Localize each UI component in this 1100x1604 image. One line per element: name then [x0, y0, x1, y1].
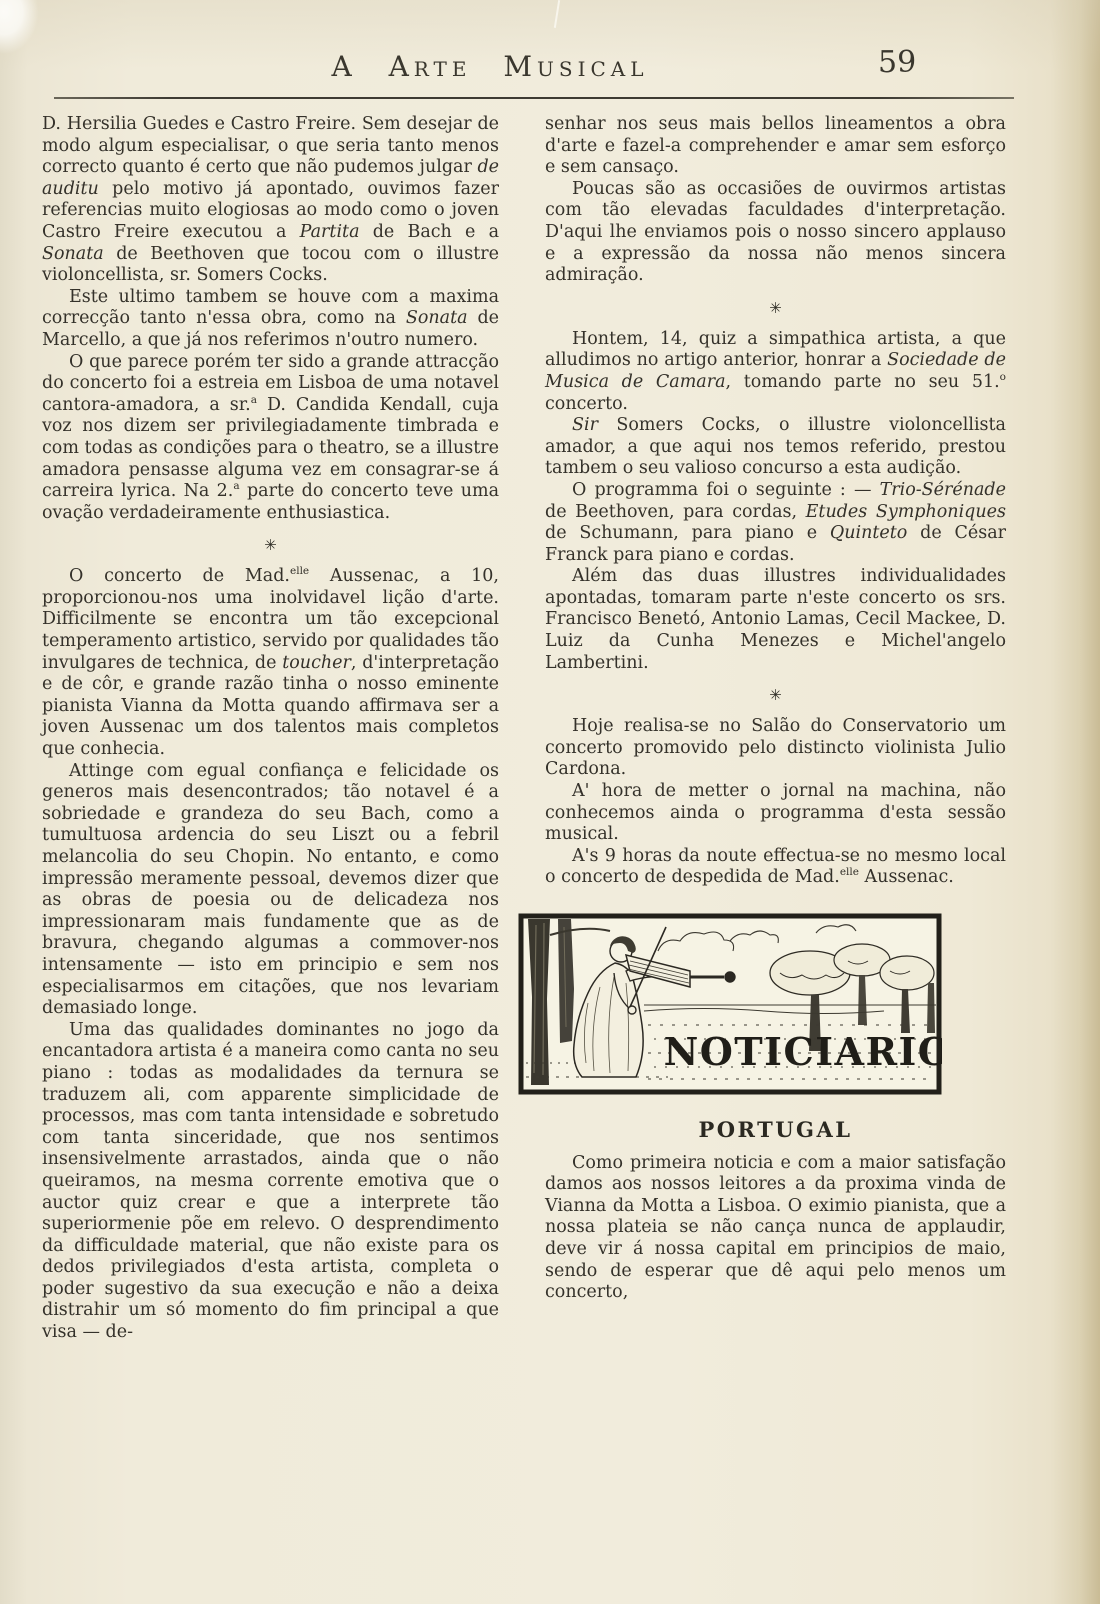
paragraph: O que parece porém ter sido a grande attracção do concerto foi a estreia em Lisboa de uma notavel cantora-amadora, a sr.$^a$ D. Candida Kendall, cuja voz nos dizem ser privilegiadamente timbrada e com todas as condições para o theatro, se a illustre amadora pensasse alguma vez em consagrar-se á carreira lyrica. Na 2.$^a$ parte do concerto teve uma ovação verdadeiramente enthusiastica. [42, 351, 500, 523]
paragraph: Attinge com egual confiança e felicidade os generos mais desencontrados; tão notavel é a sobriedade e grandeza do seu Bach, como a tumultuosa ardencia do seu Liszt ou a febril melancolia do seu Chopin. No entanto, e como impressão meramente pessoal, devemos dizer que as obras de poesia ou de delicadeza nos impressionaram mais fundamente que as de bravura, chegando algumas a commover-nos intensamente — isto em principio e sem nos especialisarmos em citações, que nos levariam demasiado longe. [42, 760, 499, 1019]
noticiario-illustration-svg [518, 913, 942, 1095]
noticiario-illustration [518, 913, 942, 1095]
paragraph: Hoje realisa-se no Salão do Conservatorio um concerto promovido pelo distincto violinista Julio Cardona. [545, 716, 1006, 780]
paragraph: A's 9 horas da noute effectua-se no mesmo local o concerto de despedida de Mad.$^{elle}$ Aussenac. [545, 845, 1006, 888]
paragraph: Este ultimo tambem se houve com a maxima correcção tanto n'essa obra, como na Sonata de Marcello, a que já nos referimos n'outro numero. [42, 286, 500, 350]
paragraph: Como primeira noticia e com a maior satisfação damos aos nossos leitores a da proxima vinda de Vianna da Motta a Lisboa. O eximio pianista, que a nossa plateia se não cança nunca de applaudir, deve vir á nossa capital em principios de maio, sendo de esperar que dê aqui pelo menos um concerto, [545, 1152, 1006, 1303]
scan-scratch-artifact [554, 0, 560, 28]
paragraph: Poucas são as occasiões de ouvirmos artistas com tão elevadas faculdades d'interpretação. D'aqui lhe enviamos pois o nosso sincero applauso e a expressão da nossa não menos sincera admiração. [545, 178, 1006, 286]
noticiario-title: NOTICIARIO [663, 1029, 942, 1074]
left-column [42, 114, 499, 1344]
paragraph: A' hora de metter o jornal na machina, não conhecemos ainda o programma d'esta sessão musical. [545, 781, 1006, 845]
portugal-section-heading: PORTUGAL [698, 1117, 853, 1142]
right-column [545, 114, 1006, 1304]
section-separator: ✳ [264, 536, 277, 555]
paragraph: senhar nos seus mais bellos lineamentos a obra d'arte e fazel-a comprehender e amar sem esforço e sem cansaço. [545, 114, 1006, 178]
section-separator: ✳ [769, 686, 782, 705]
page-title: A Arte Musical [331, 50, 649, 83]
section-separator: ✳ [769, 298, 782, 317]
right-column-articles [545, 114, 1006, 889]
paragraph: Hontem, 14, quiz a simpathica artista, a que alludimos no artigo anterior, honrar a Sociedade de Musica de Camara, tomando parte no seu 51.$^o$ concerto. [545, 328, 1006, 414]
left-column-articles [42, 114, 499, 1344]
paragraph: D. Hersilia Guedes e Castro Freire. Sem desejar de modo algum especialisar, o que seria tanto menos correcto quanto é certo que não pudemos julgar de auditu pelo motivo já apontado, ouvimos fazer referencias muito elogiosas ao modo como o joven Castro Freire executou a Partita de Bach e a Sonata de Beethoven que tocou com o illustre violoncellista, sr. Somers Cocks. [42, 114, 499, 286]
page-number: 59 [878, 45, 917, 80]
paragraph: O concerto de Mad.$^{elle}$ Aussenac, a 10, proporcionou-nos uma inolvidavel lição d'arte. Difficilmente se encontra um tão excepcional temperamento artistico, servido por qualidades tão invulgares de technica, de toucher, d'interpretação e de côr, e grande razão tinha o nosso eminente pianista Vianna da Motta quando affirmava ser a joven Aussenac um dos talentos mais completos que conhecia. [42, 565, 499, 760]
paragraph: Sir Somers Cocks, o illustre violoncellista amador, a que aqui nos temos referido, prestou tambem o seu valioso concurso a esta audição. [545, 415, 1006, 479]
paragraph: O programma foi o seguinte : — Trio-Sérénade de Beethoven, para cordas, Etudes Symphoniques de Schumann, para piano e Quinteto de César Franck para piano e cordas. [545, 479, 1006, 565]
paragraph: Além das duas illustres individualidades apontadas, tomaram parte n'este concerto os srs. Francisco Benetó, Antonio Lamas, Cecil Mackee, D. Luiz da Cunha Menezes e Michel'angelo Lambertini. [545, 566, 1006, 673]
paragraph: Uma das qualidades dominantes no jogo da encantadora artista é a maneira como canta no seu piano : todas as modalidades da ternura se traduzem ali, com apparente simplicidade de processos, mas com tanta intensidade e sobretudo com tanta sinceridade, que nos sentimos insensivelmente arrastados, ainda que o não queiramos, na mesma corrente emotiva que o auctor quiz crear e que a interprete tão superiormenie põe em relevo. O desprendimento da difficuldade material, que não existe para os dedos privilegiados d'esta artista, completa o poder sugestivo da sua execução e não a deixa distrahir um só momento do fim principal a que visa — de- [42, 1019, 499, 1343]
portugal-section-paragraphs [545, 1153, 1006, 1304]
header-rule [54, 97, 1014, 99]
